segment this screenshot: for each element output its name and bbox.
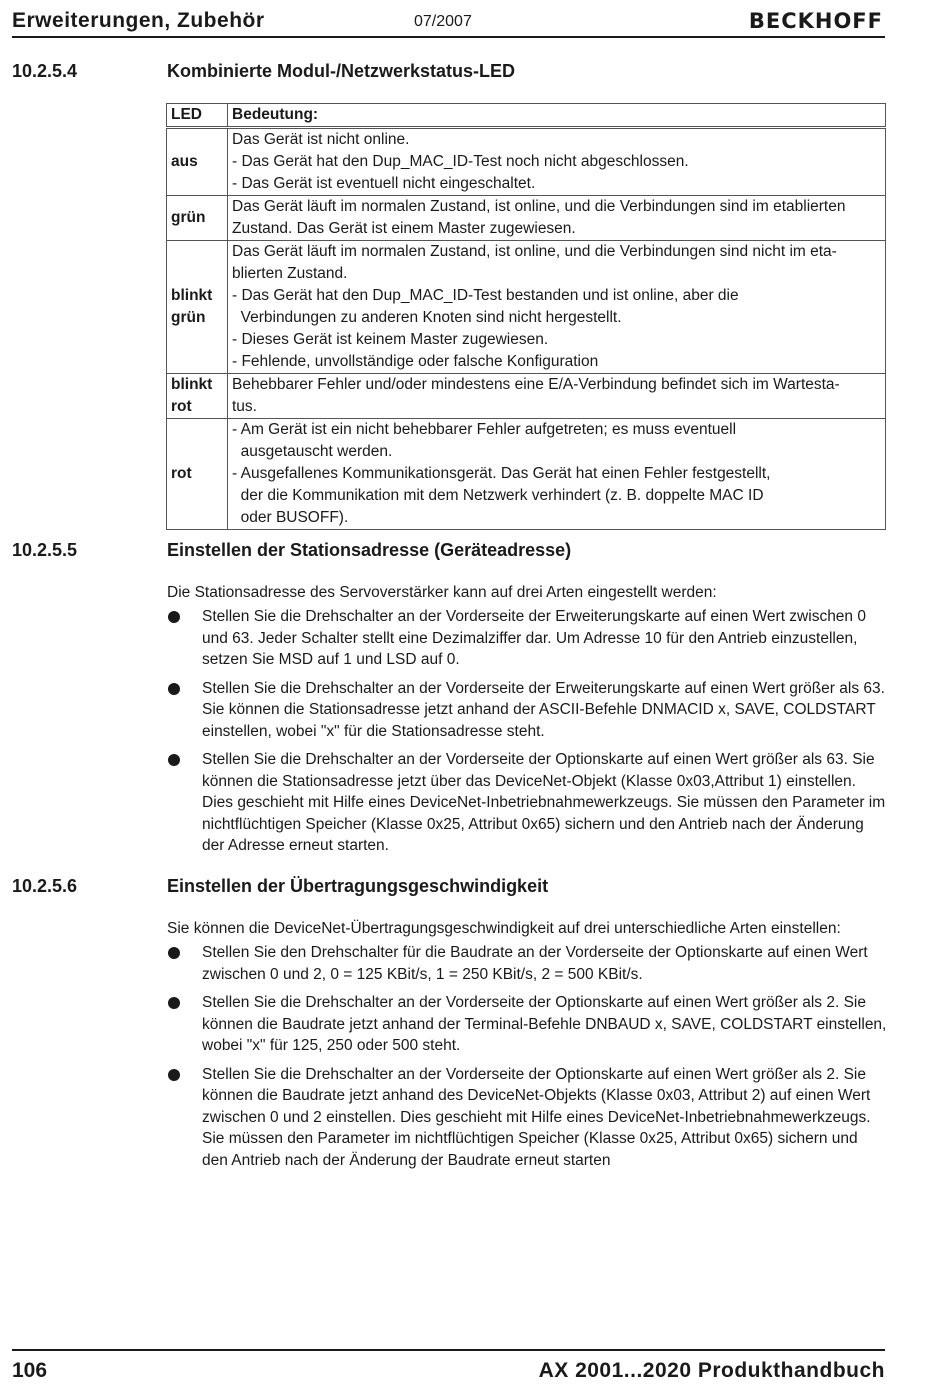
list-item bbox=[167, 992, 887, 1057]
list-item-text: Stellen Sie die Drehschalter an der Vorderseite der Optionskarte auf einen Wert größer als 63. Sie können die Stationsadresse jetzt über das DeviceNet-Objekt (Klasse 0x03,Attribut 1) einstellen. Dies geschieht mit Hilfe eines DeviceNet-Inbetriebnahmewerkzeugs. Sie müssen den Parameter im nichtflüchtigen Speicher (Klasse 0x25, Attribut 0x65) sichern und den Antrieb nach der Änderung der Adresse erneut starten. bbox=[202, 751, 886, 854]
section-title: Kombinierte Modul-/Netzwerkstatus-LED bbox=[167, 61, 516, 81]
description-line: Das Gerät läuft im normalen Zustand, ist online, und die Verbindungen sind nicht im eta- bbox=[232, 243, 837, 260]
led-description bbox=[228, 241, 886, 374]
bullet-icon bbox=[168, 754, 180, 766]
table-header-row bbox=[167, 104, 886, 128]
description-line: - Das Gerät ist eventuell nicht eingeschaltet. bbox=[232, 175, 536, 192]
section-intro: Die Stationsadresse des Servoverstärker kann auf drei Arten eingestellt werden: bbox=[167, 584, 717, 601]
brand-logo: BECKHOFF bbox=[748, 9, 883, 33]
description-line: - Das Gerät hat den Dup_MAC_ID-Test bestanden und ist online, aber die bbox=[232, 287, 739, 304]
page-footer bbox=[12, 1349, 885, 1391]
led-description bbox=[228, 196, 886, 241]
table-header-led: LED bbox=[167, 104, 228, 128]
description-line: - Dieses Gerät ist keinem Master zugewiesen. bbox=[232, 331, 549, 348]
description-line: tus. bbox=[232, 398, 257, 415]
list-item bbox=[167, 606, 887, 671]
description-line: - Am Gerät ist ein nicht behebbarer Fehler aufgetreten; es muss eventuell bbox=[232, 421, 737, 438]
description-line: blierten Zustand. bbox=[232, 265, 348, 282]
description-line: - Fehlende, unvollständige oder falsche Konfiguration bbox=[232, 353, 599, 370]
list-item bbox=[167, 1064, 887, 1172]
description-line: Behebbarer Fehler und/oder mindestens eine E/A-Verbindung befindet sich im Wartesta- bbox=[232, 376, 840, 393]
section-title: Einstellen der Übertragungsgeschwindigkeit bbox=[167, 876, 549, 896]
table-row bbox=[167, 419, 886, 530]
led-state: aus bbox=[167, 128, 228, 196]
bullet-icon bbox=[168, 683, 180, 695]
description-line: ausgetauscht werden. bbox=[232, 443, 393, 460]
list-item-text: Stellen Sie die Drehschalter an der Vorderseite der Optionskarte auf einen Wert größer als 2. Sie können die Baudrate jetzt anhand des DeviceNet-Objekts (Klasse 0x03, Attribut 2) auf einen Wert zwischen 0 und 2 einstellen. Dies geschieht mit Hilfe eines DeviceNet-Inbetriebnahmewerkzeugs. Sie müssen den Parameter im nichtflüchtigen Speicher (Klasse 0x25, Attribut 0x65) sichern und den Antrieb nach der Änderung der Baudrate erneut starten bbox=[202, 1065, 871, 1169]
table-row bbox=[167, 374, 886, 419]
led-state: blinkt grün bbox=[167, 241, 228, 374]
table-header-meaning: Bedeutung: bbox=[228, 104, 886, 128]
page-number: 106 bbox=[12, 1359, 48, 1382]
list-item bbox=[167, 749, 887, 857]
table-row bbox=[167, 196, 886, 241]
list-item-text: Stellen Sie die Drehschalter an der Vorderseite der Erweiterungskarte auf einen Wert größer als 63. Sie können die Stationsadresse jetzt anhand der ASCII-Befehle DNMACID x, SAVE, COLDSTART einstellen, wobei "x" für die Stationsadresse steht. bbox=[202, 679, 885, 740]
list-item-text: Stellen Sie den Drehschalter für die Baudrate an der Vorderseite der Optionskarte auf einen Wert zwischen 0 und 2, 0 = 125 KBit/s, 1 = 250 KBit/s, 2 = 500 KBit/s. bbox=[202, 944, 868, 983]
led-state: grün bbox=[167, 196, 228, 241]
description-line: Verbindungen zu anderen Knoten sind nicht hergestellt. bbox=[232, 309, 622, 326]
list-item bbox=[167, 942, 887, 985]
table-row bbox=[167, 128, 886, 196]
list-item bbox=[167, 678, 887, 743]
section-number: 10.2.5.6 bbox=[12, 876, 78, 896]
led-state: blinkt rot bbox=[167, 374, 228, 419]
led-table bbox=[166, 103, 886, 530]
list-item-text: Stellen Sie die Drehschalter an der Vorderseite der Optionskarte auf einen Wert größer als 2. Sie können die Baudrate jetzt anhand der Terminal-Befehle DNBAUD x, SAVE, COLDSTART einstellen, wobei "x" für 125, 250 oder 500 steht. bbox=[202, 994, 887, 1054]
header-title: Erweiterungen, Zubehör bbox=[12, 9, 265, 32]
bullet-list bbox=[167, 606, 887, 864]
led-description bbox=[228, 128, 886, 196]
bullet-list bbox=[167, 942, 887, 1178]
led-description bbox=[228, 374, 886, 419]
description-line: - Ausgefallenes Kommunikationsgerät. Das Gerät hat einen Fehler festgestellt, bbox=[232, 465, 771, 482]
section-title: Einstellen der Stationsadresse (Geräteadresse) bbox=[167, 540, 572, 560]
bullet-icon bbox=[168, 1069, 180, 1081]
bullet-icon bbox=[168, 611, 180, 623]
list-item-text: Stellen Sie die Drehschalter an der Vorderseite der Erweiterungskarte auf einen Wert zwischen 0 und 63. Jeder Schalter stellt eine Dezimalziffer dar. Um Adresse 10 für den Antrieb einzustellen, setzen Sie MSD auf 1 und LSD auf 0. bbox=[202, 608, 866, 668]
section-intro: Sie können die DeviceNet-Übertragungsgeschwindigkeit auf drei unterschiedliche Arten einstellen: bbox=[167, 920, 841, 937]
description-line: der die Kommunikation mit dem Netzwerk verhindert (z. B. doppelte MAC ID bbox=[232, 487, 764, 504]
bullet-icon bbox=[168, 947, 180, 959]
section-number: 10.2.5.4 bbox=[12, 61, 78, 81]
page-header bbox=[12, 8, 885, 38]
description-line: oder BUSOFF). bbox=[232, 509, 349, 526]
description-line: - Das Gerät hat den Dup_MAC_ID-Test noch nicht abgeschlossen. bbox=[232, 153, 689, 170]
description-line: Das Gerät läuft im normalen Zustand, ist online, und die Verbindungen sind im etablierten bbox=[232, 198, 846, 215]
description-line: Zustand. Das Gerät ist einem Master zugewiesen. bbox=[232, 220, 576, 237]
led-state: rot bbox=[167, 419, 228, 530]
bullet-icon bbox=[168, 997, 180, 1009]
section-number: 10.2.5.5 bbox=[12, 540, 78, 560]
led-description bbox=[228, 419, 886, 530]
header-date: 07/2007 bbox=[414, 13, 472, 30]
description-line: Das Gerät ist nicht online. bbox=[232, 131, 410, 148]
table-row bbox=[167, 241, 886, 374]
manual-title: AX 2001...2020 Produkthandbuch bbox=[538, 1359, 885, 1382]
